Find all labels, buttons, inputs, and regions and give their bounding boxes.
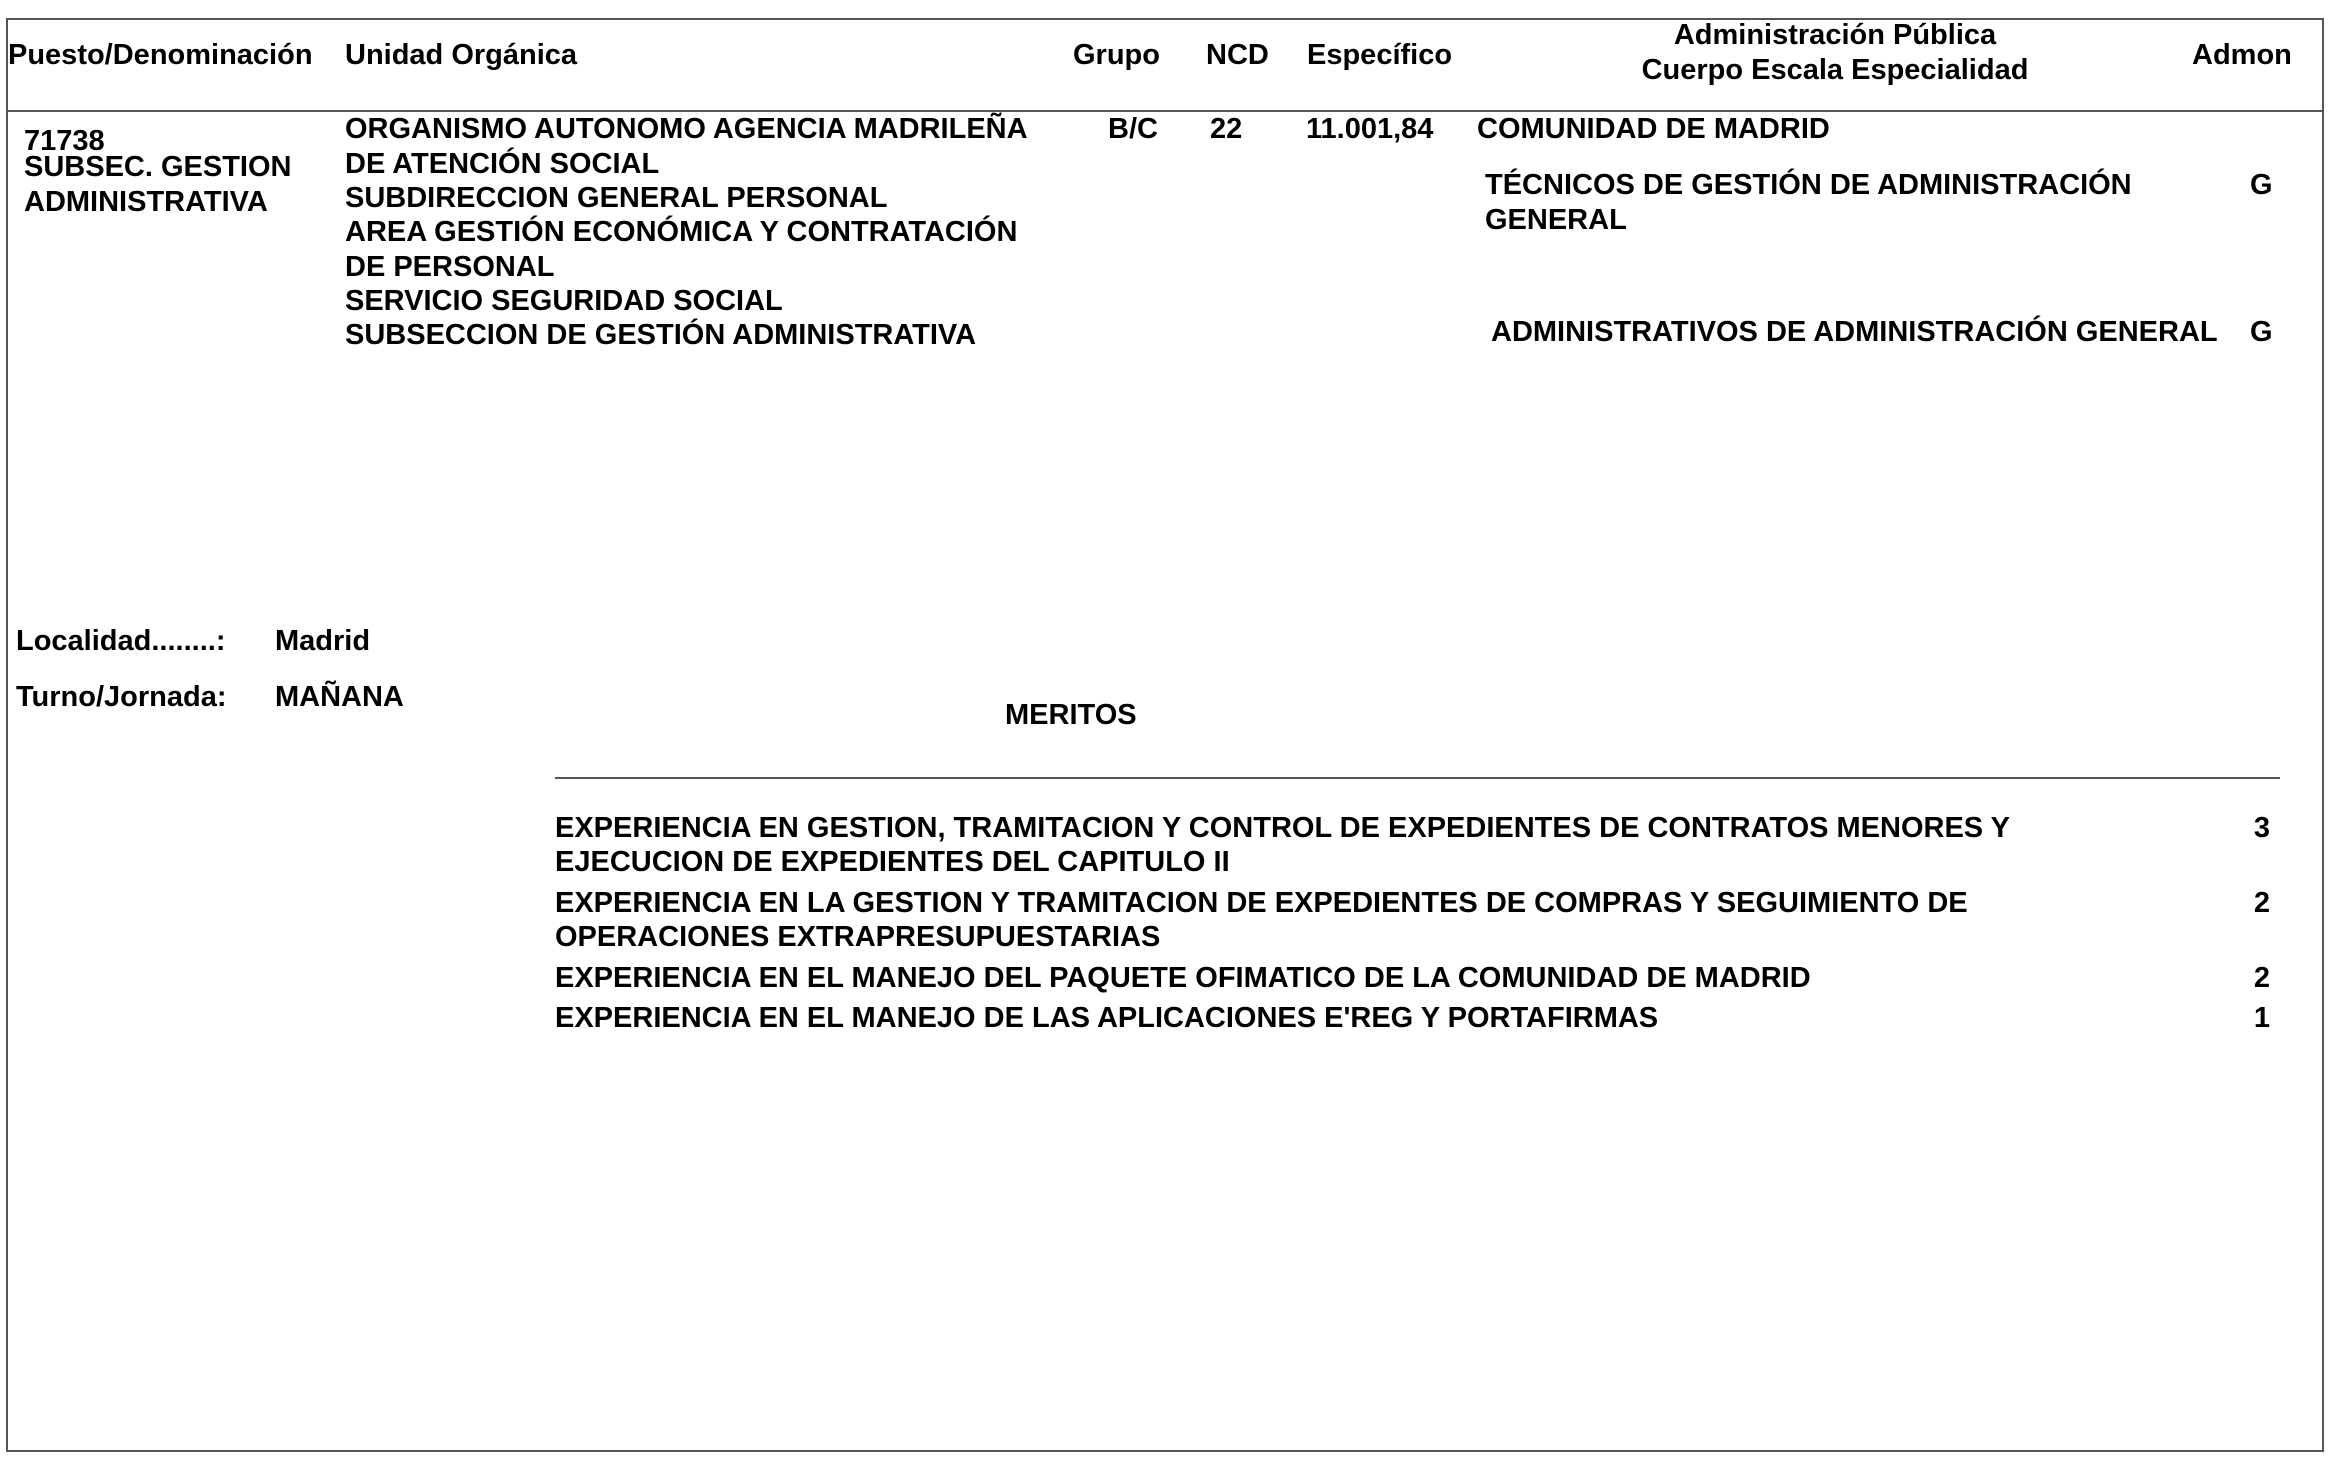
localidad-value: Madrid: [275, 625, 371, 657]
denominacion-line: SUBSEC. GESTION: [24, 151, 292, 183]
header-especifico: Específico: [1307, 39, 1453, 71]
denominacion-line: ADMINISTRATIVA: [24, 186, 268, 218]
header-cuerpo-escala: Cuerpo Escala Especialidad: [1641, 54, 2029, 86]
unidad-line: ORGANISMO AUTONOMO AGENCIA MADRILEÑA: [345, 113, 1028, 145]
header-grupo: Grupo: [1073, 39, 1160, 71]
header-puesto: Puesto/Denominación: [8, 39, 313, 71]
turno-value: MAÑANA: [275, 681, 404, 713]
merito-points: 3: [2253, 812, 2270, 844]
merito-text: EXPERIENCIA EN EL MANEJO DE LAS APLICACIONES E'REG Y PORTAFIRMAS: [555, 1002, 1659, 1034]
unidad-line: AREA GESTIÓN ECONÓMICA Y CONTRATACIÓN: [345, 216, 1018, 248]
cuerpo-admon: G: [2250, 316, 2273, 348]
unidad-line: SUBDIRECCION GENERAL PERSONAL: [345, 182, 888, 214]
meritos-divider: [555, 777, 2280, 779]
unidad-line: SUBSECCION DE GESTIÓN ADMINISTRATIVA: [345, 319, 977, 351]
grupo-value: B/C: [1108, 113, 1158, 145]
unidad-line: DE PERSONAL: [345, 251, 555, 283]
header-admon: Admon: [2192, 39, 2292, 71]
unidad-line: DE ATENCIÓN SOCIAL: [345, 148, 660, 180]
merito-points: 1: [2253, 1002, 2270, 1034]
header-ncd: NCD: [1206, 39, 1269, 71]
especifico-value: 11.001,84: [1306, 113, 1434, 145]
administracion-value: COMUNIDAD DE MADRID: [1477, 113, 1830, 145]
cuerpo-line: TÉCNICOS DE GESTIÓN DE ADMINISTRACIÓN: [1485, 169, 2132, 201]
header-unidad: Unidad Orgánica: [345, 39, 578, 71]
merito-text: EXPERIENCIA EN LA GESTION Y TRAMITACION DE EXPEDIENTES DE COMPRAS Y SEGUIMIENTO DE OPERACIONES EXTRAPRESUPUESTARIAS: [555, 887, 1968, 953]
merito-text: EXPERIENCIA EN GESTION, TRAMITACION Y CONTROL DE EXPEDIENTES DE CONTRATOS MENORES Y EJECUCION DE EXPEDIENTES DEL CAPITULO II: [555, 812, 2010, 878]
header-admin-publica: Administración Pública: [1673, 19, 1997, 51]
cuerpo-line: ADMINISTRATIVOS DE ADMINISTRACIÓN GENERAL: [1491, 316, 2218, 348]
merito-points: 2: [2253, 887, 2270, 919]
cuerpo-admon: G: [2250, 169, 2273, 201]
merito-text: EXPERIENCIA EN EL MANEJO DEL PAQUETE OFIMATICO DE LA COMUNIDAD DE MADRID: [555, 962, 1811, 994]
unidad-line: SERVICIO SEGURIDAD SOCIAL: [345, 285, 783, 317]
meritos-title: MERITOS: [1005, 699, 1137, 731]
turno-label: Turno/Jornada:: [16, 681, 227, 713]
merito-points: 2: [2253, 962, 2270, 994]
ncd-value: 22: [1210, 113, 1243, 145]
puesto-codigo: 71738: [24, 125, 105, 157]
localidad-label: Localidad........:: [16, 625, 226, 657]
cuerpo-line: GENERAL: [1485, 204, 1627, 236]
